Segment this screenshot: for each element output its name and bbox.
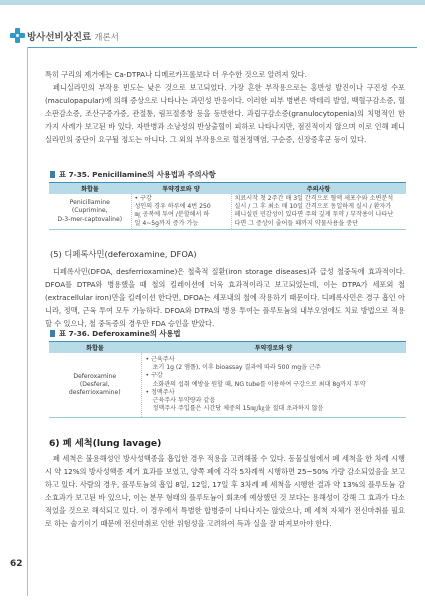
deferoxamine-table — [49, 341, 406, 418]
dose-line: 근육주사 투약량과 같음 — [152, 397, 216, 405]
page-header — [0, 0, 425, 50]
caution-line: 실시 / 그 후 최소 매 10일 간격으로 동일하게 실시 / 환자가 — [234, 203, 392, 211]
header-dose: 투약경로와 양 — [141, 342, 406, 354]
compound-line: Penicillamine — [69, 199, 110, 207]
table-title-marker — [50, 171, 55, 178]
caution-line: 다면 그 증상이 줄어들 때까지 약물사용을 중단 — [234, 219, 358, 227]
section-6-paragraph: 폐 세척은 불용해성인 방사성핵종을 흡입한 경우 적용을 고려해볼 수 있다. 동물실험에서 폐 세척을 한 차례 시행 시 약 12%의 방사성핵종 제거 효과를 보였고, 양쪽 폐에 각각 5차례씩 시행하면 25~50% 가량 감소되었음을 보고하고 있다. 사람의 경우, 플루토늄의 흡입 8일, 12일, 17일 후 3차례 폐 세척을 시행한 결과 약 13%의 플루토늄 감소효과가 보고된 바 있으나, 이는 분무 형태의 플루토늄이 회초에 예상했던 것 보다는 용해성이 강해 그 효과가 다소 적었을 것으로 해석되고 있다. 이 경우에서 특별한 합병증이 나타나지는 않았으나, 폐 세척 자체가 전신마취를 필요로 하는 술기이기 때문에 전신마취로 인한 위험성을 고려하여 득과 실을 잘 따져보아야 한다. — [45, 454, 405, 528]
header-caution: 주의사항 — [231, 183, 406, 195]
compound-line: D-3-mer-captovaline) — [57, 215, 123, 223]
intro-paragraph-1: 특히 구리의 제거에는 Ca-DTPA나 디메르카프롤보다 더 우수한 것으로 알려져 있다. — [45, 70, 307, 79]
header-subtitle: 개론서 — [94, 33, 119, 43]
compound-cell — [49, 194, 131, 229]
page-number: 62 — [10, 559, 23, 569]
table-header-row — [49, 342, 406, 354]
dose-line: • 구강 — [145, 372, 163, 380]
dose-line: • 구강 — [134, 195, 152, 202]
footer-rule — [27, 566, 28, 596]
compound-line: (Cuprimine, — [71, 207, 108, 215]
penicillamine-table — [49, 182, 406, 230]
section-5-paragraph: 디페록사민(DFOA, desferrioxamine)은 철축적 질환(iron storage diseases)과 급성 철중독에 효과적이다. DFOA를 DTPA와 병용했을 때 철의 킬레이션에 더욱 효과적이라고 보고되었는데, 이는 DTPA가 세포외 철(extracellular iron)만을 킬레이션 한다면, DFOA는 세포내의 철에 작용하기 때문이다. 디페록사민은 경구 흡인 아니라, 정맥, 근육 투여 모두 가능하다. DFOA와 DTPA의 병용 투여는 플루토늄의 내부오염에도 치료 방법으로 적용할 수 있으나, 철 중독증의 경우만 FDA 승인을 받았다. — [45, 267, 405, 328]
table-7-36-title — [50, 329, 181, 339]
header-dose: 투약경로와 양 — [131, 183, 231, 195]
table-7-36-title-text: 표 7-36. Deferoxamine의 사용법 — [59, 329, 181, 338]
section-6-heading: 6) 폐 세척(lung lavage) — [49, 438, 162, 449]
dose-line: 일 4~5g까지 증가 가능 — [134, 219, 199, 227]
compound-cell — [49, 353, 141, 418]
dose-line: 초기 1g (2 앰플), 이후 bioassay 결과에 따라 500 mg을 근주 — [152, 364, 321, 372]
caution-cell — [231, 194, 406, 229]
intro-paragraph-2: 페니실라민의 부작용 빈도는 낮은 것으로 보고되었다. 가장 흔한 부작용으로는 홍반성 발진이나 구진성 수포(maculopapular)에 의해 증상으로 나타나는 과민성 반응이다. 이러한 피부 병변은 박테리 발열, 백혈구감소증, 혈소판감소증, 조산구증가증, 관절통, 림프절종창 등을 동반한다. 과립구감소증(granulocytopenia)의 치명적인 한 가지 사례가 보고된 바 있다. 자반병과 소낭성의 반상출혈이 피하로 나타나지만, 점진적이지 않으며 이로 인해 페니실라민의 중단이 요구될 정도는 아니다. 그 외의 부작용으로 혈전정맥염, 구순증, 신장증후군 등이 있다. — [45, 83, 405, 144]
table-7-35-title — [50, 170, 216, 180]
header-compound: 화합물 — [49, 342, 141, 354]
dose-line: 소화관의 섭취 예방을 원할 때, NG tube를 이용하여 구강으로 최대 8g까지 투약 — [152, 380, 366, 388]
dose-line: • 정맥주사 — [145, 388, 175, 396]
dose-line: 성인의 경우 하루에 4번 250 — [134, 203, 211, 211]
table-7-35-title-text: 표 7-35. Penicillamine의 사용법과 주의사항 — [59, 170, 216, 179]
header-title-main: 방사선비상진료 — [27, 32, 92, 43]
dose-line: ㎎ 공복에 투여 /분할해서 하 — [134, 211, 210, 219]
table-title-marker — [50, 330, 55, 337]
header-compound: 화합물 — [49, 183, 131, 195]
dose-cell — [131, 194, 231, 229]
plus-logo-icon — [9, 27, 26, 44]
table-header-row — [49, 183, 406, 195]
compound-line: desferrioxamine) — [68, 389, 121, 397]
header-color-bar — [0, 0, 425, 5]
header-divider — [27, 47, 417, 48]
dose-cell — [141, 353, 406, 418]
dose-line: • 근육주사 — [145, 356, 175, 363]
compound-line: Deferoxamine — [73, 372, 117, 380]
caution-line: 치료시작 첫 2주간 매 3일 간격으로 혈액 세포수와 소변분석 — [234, 195, 394, 202]
caution-line: 페니실린 민감성이 있다면 주의 깊게 투약 / 부작용이 나타난 — [234, 211, 394, 219]
compound-line: (Desferal, — [79, 381, 110, 389]
header-title — [27, 29, 119, 43]
section-5-heading: (5) 디페록사민(deferoxamine, DFOA) — [50, 249, 197, 259]
dose-line: 정맥주사 주입률은 시간당 체중의 15㎎/㎏을 절대 초과하지 않음 — [152, 405, 324, 413]
table-row — [49, 353, 406, 418]
table-row — [49, 194, 406, 229]
side-rule — [27, 47, 28, 587]
